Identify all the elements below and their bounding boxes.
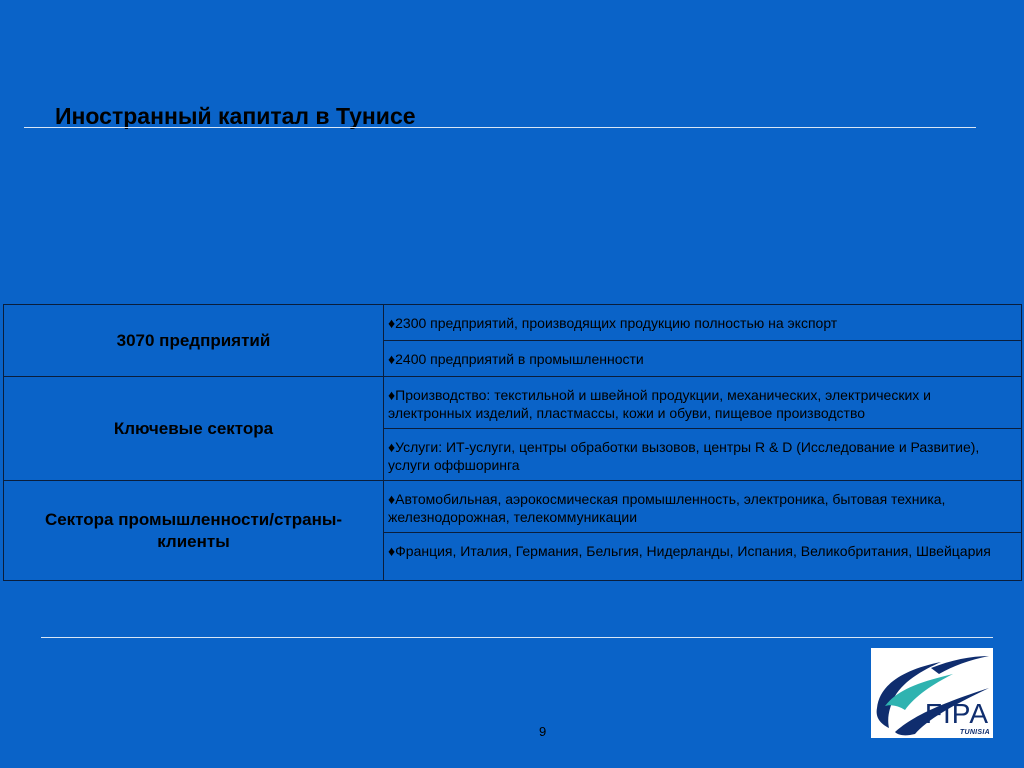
title-divider: [24, 127, 976, 128]
cell-text: ♦Автомобильная, аэрокосмическая промышленность, электроника, бытовая техника, железнодорожная, телекоммуникации: [388, 491, 946, 525]
cell-text: ♦2400 предприятий в промышленности: [388, 351, 644, 367]
info-table: [3, 304, 1022, 581]
logo-text: FIPA: [924, 698, 989, 729]
slide-title: Иностранный капитал в Тунисе: [55, 103, 416, 129]
table-cell: [384, 429, 1022, 481]
row-header: Сектора промышленности/страны-клиенты: [4, 481, 384, 581]
table-cell: [384, 481, 1022, 533]
table-cell: [384, 341, 1022, 377]
cell-text: ♦2300 предприятий, производящих продукцию полностью на экспорт: [388, 315, 838, 331]
table-row: [4, 481, 1022, 533]
footer-divider: [41, 637, 993, 638]
row-header: 3070 предприятий: [4, 305, 384, 377]
fipa-tunisia-logo: [871, 648, 993, 738]
page-number: 9: [539, 724, 547, 739]
logo-subtext: TUNISIA: [959, 729, 990, 736]
table-row: [4, 305, 1022, 341]
table-row: [4, 377, 1022, 429]
cell-text: ♦Услуги: ИТ-услуги, центры обработки вызовов, центры R & D (Исследование и Развитие), услуги оффшоринга: [388, 439, 980, 473]
table-cell: [384, 533, 1022, 581]
row-header: Ключевые сектора: [4, 377, 384, 481]
cell-text: ♦Франция, Италия, Германия, Бельгия, Нидерланды, Испания, Великобритания, Швейцария: [388, 543, 991, 559]
cell-text: ♦Производство: текстильной и швейной продукции, механических, электрических и электронных изделий, пластмассы, кожи и обуви, пищевое производство: [388, 387, 931, 421]
table-cell: [384, 305, 1022, 341]
table-cell: [384, 377, 1022, 429]
